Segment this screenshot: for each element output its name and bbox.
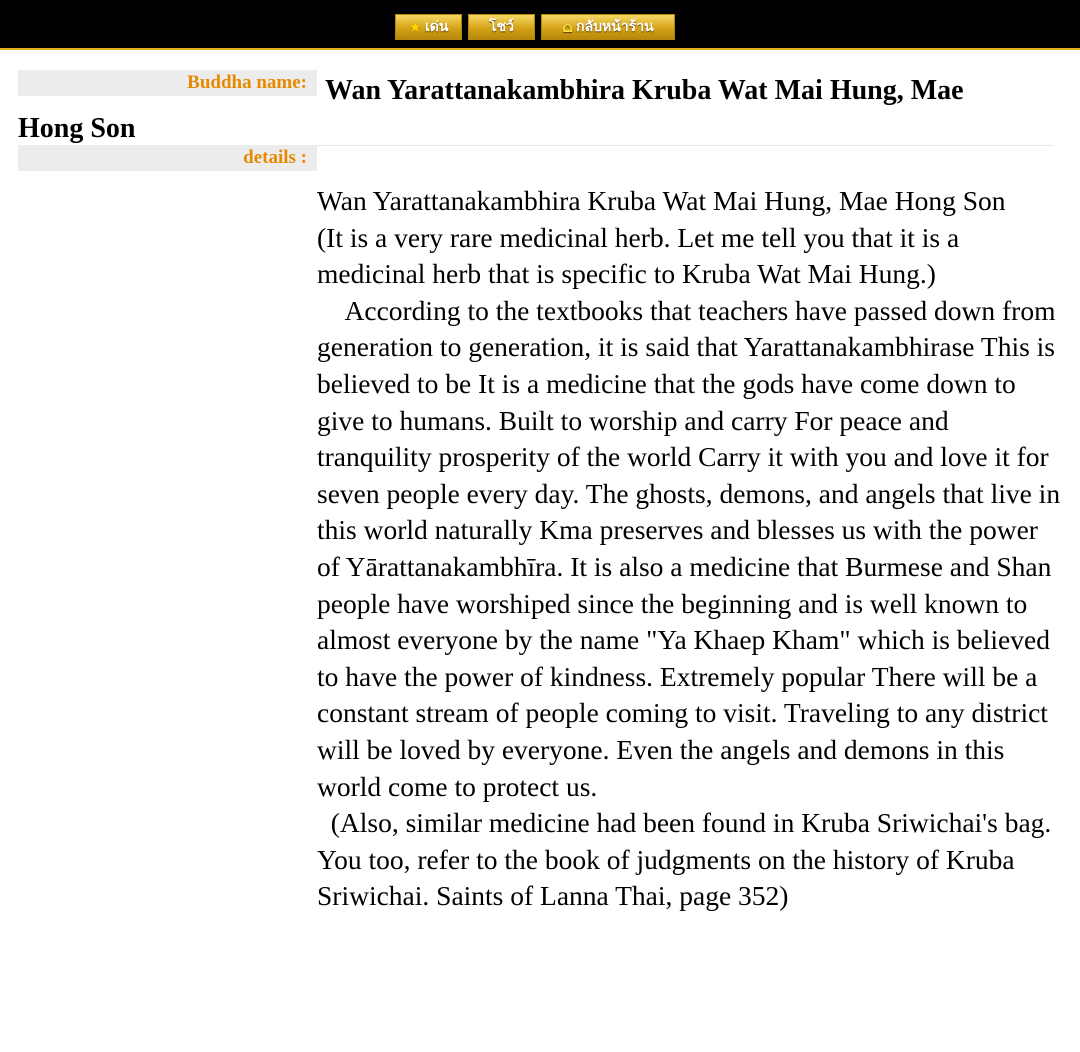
item-detail-panel xyxy=(0,48,1080,1052)
details-label: details : xyxy=(18,145,317,171)
house-icon: ⌂ xyxy=(562,18,574,36)
top-bar xyxy=(0,0,1080,48)
home-label: กลับหน้าร้าน xyxy=(576,19,654,35)
show-label: โชว์ xyxy=(489,19,514,35)
buddha-name-value: Wan Yarattanakambhira Kruba Wat Mai Hung, Mae Hong Son xyxy=(18,75,964,144)
divider xyxy=(317,145,1053,146)
buddha-name-label: Buddha name: xyxy=(18,70,317,96)
details-text: Wan Yarattanakambhira Kruba Wat Mai Hung, Mae Hong Son (It is a very rare medicinal herb. Let me tell you that it is a medicinal herb that is specific to Kruba Wat Mai Hung.) According to the textbooks that teachers have passed down from generation to generation, it is said that Yarattanakambhirase This is believed to be It is a medicine that the gods have come down to give to humans. Built to worship and carry For peace and tranquility prosperity of the world Carry it with you and love it for seven people every day. The ghosts, demons, and angels that live in this world naturally Kma preserves and blesses us with the power of Yārattanakambhīra. It is also a medicine that Burmese and Shan people have worshiped since the beginning and is well known to almost everyone by the name "Ya Khaep Kham" which is believed to have the power of kindness. Extremely popular There will be a constant stream of people coming to visit. Traveling to any district will be loved by everyone. Even the angels and demons in this world come to protect us. (Also, similar medicine had been found in Kruba Sriwichai's bag. You too, refer to the book of judgments on the history of Kruba Sriwichai. Saints of Lanna Thai, page 352) xyxy=(317,185,1061,912)
star-icon: ★ xyxy=(408,18,422,36)
featured-button[interactable] xyxy=(395,14,462,40)
back-to-shop-button[interactable] xyxy=(541,14,675,40)
nav-buttons xyxy=(395,14,675,42)
featured-label: เด่น xyxy=(425,19,449,35)
show-button[interactable] xyxy=(468,14,535,40)
